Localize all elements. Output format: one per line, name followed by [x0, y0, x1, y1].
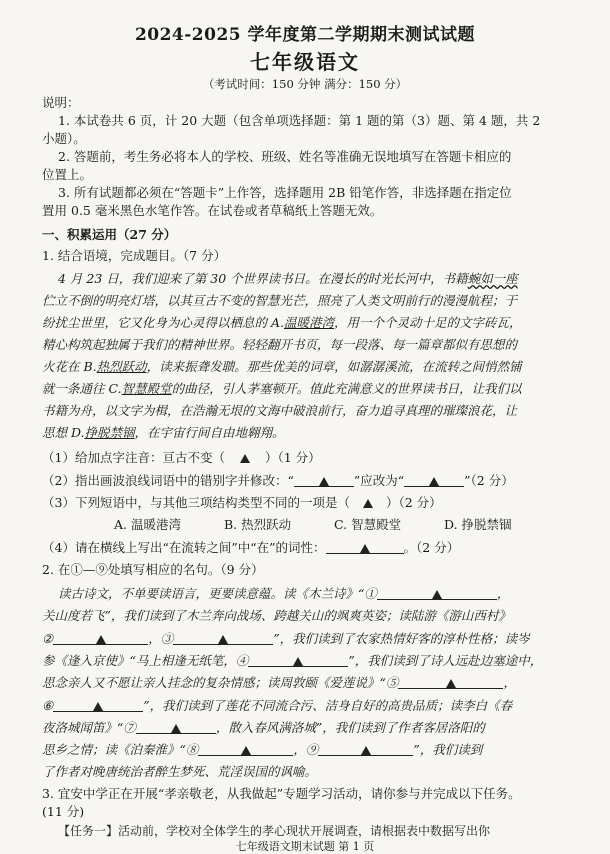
q2-line-5: 思念亲人又不愿让亲人挂念的复杂情感；读周敦颐《爱莲说》“⑤ ，	[42, 675, 516, 690]
note-1b: 小题）。	[42, 131, 86, 146]
q2-line-9: 了作者对晚唐统治者醉生梦死、荒淫误国的讽喻。	[42, 764, 318, 779]
q2-title: 2. 在①—⑨处填写相应的名句。（9 分）	[42, 562, 264, 577]
q2-line-6: ⑥ ”，我们读到了莲花不同流合污、洁身自好的高贵品质；读李白《春	[42, 698, 513, 713]
exam-subject: 七年级语文	[250, 50, 360, 74]
answer-triangle-icon	[293, 657, 303, 666]
answer-triangle-icon	[93, 702, 103, 711]
answer-triangle-icon	[446, 679, 456, 688]
answer-triangle-icon	[429, 477, 439, 486]
note-1a: 1. 本试卷共 6 页，计 20 大题（包含单项选择题：第 1 题的第（3）题、第 4 题，共 2	[58, 113, 541, 128]
exam-info: （考试时间：150 分钟 满分：150 分）	[202, 77, 408, 91]
q2-line-7: 夜洛城闻笛》“⑦ ，散入春风满洛城”，我们读到了作者客居洛阳的	[42, 720, 485, 735]
page-footer: 七年级语文期末试题 第 1 页	[235, 840, 375, 853]
passage-line-8: 思想 D.挣脱禁锢，在宇宙行间自由地翱翔。	[42, 425, 285, 440]
passage-line-4: 精心构筑起独属于我们的精神世界。轻轻翻开书页，每一段落、每一篇章都似有思想的	[42, 337, 518, 352]
q1-3: （3）下列短语中，与其他三项结构类型不同的一项是（ ）（2 分）	[42, 495, 442, 510]
q2-line-1: 读古诗文，不单要读语言，更要读意蕴。读《木兰诗》“① ，	[58, 586, 510, 601]
passage-line-7: 书籍为舟，以文字为楫，在浩瀚无垠的文海中破浪前行，奋力追寻真理的璀璨浪花，让	[42, 403, 518, 418]
q2-line-4: 参《逢入京使》“马上相逢无纸笔，④ ”，我们读到了诗人远赴边塞途中，	[42, 653, 543, 668]
answer-triangle-icon	[319, 477, 329, 486]
q1-title: 1. 结合语境，完成题目。（7 分）	[42, 248, 227, 263]
answer-triangle-icon	[96, 635, 106, 644]
section1-title: 一、积累运用（27 分）	[42, 227, 177, 242]
q1-1: （1）给加点字注音：亘古不变（ ）（1 分）	[42, 450, 321, 465]
option-b[interactable]: B. 热烈跃动	[224, 517, 292, 532]
passage-line-1: 4 月 23 日，我们迎来了第 30 个世界读书日。在漫长的时光长河中，书籍蜿如一座	[58, 271, 518, 286]
answer-triangle-icon	[171, 724, 181, 733]
answer-triangle-icon	[361, 746, 371, 755]
passage-line-2: 伫立不倒的明亮灯塔，以其亘古不变的智慧光芒，照亮了人类文明前行的漫漫航程；于	[42, 293, 518, 308]
note-3a: 3. 所有试题都必须在“答题卡”上作答，选择题用 2B 铅笔作答，非选择题在指定位	[58, 185, 512, 200]
note-3b: 置用 0.5 毫米黑色水笔作答。在试卷或者草稿纸上答题无效。	[42, 203, 383, 218]
option-d[interactable]: D. 挣脱禁锢	[444, 517, 512, 532]
q2-line-3: ② ，③ ”，我们读到了农家热情好客的淳朴性格；读岑	[42, 631, 530, 646]
passage-line-3: 纷扰尘世里，它又化身为心灵得以栖息的 A.温暖港湾，用一个个灵动十足的文字砖瓦，	[42, 315, 522, 330]
passage-line-5: 火花在 B.热烈跃动，读来振聋发聩。那些优美的词章，如潺潺溪流，在流转之间悄然铺	[42, 359, 522, 374]
exam-title: 2024-2025 学年度第二学期期末测试试题	[134, 25, 476, 45]
q3-score: (11 分)	[42, 804, 85, 819]
q2-line-8: 思乡之情；读《泊秦淮》“⑧ ，⑨ ”，我们读到	[42, 742, 483, 757]
answer-triangle-icon	[240, 454, 250, 463]
q3-title: 3. 宜安中学正在开展“孝亲敬老，从我做起”专题学习活动，请你参与并完成以下任务。	[42, 786, 521, 801]
notes-label: 说明：	[42, 95, 80, 110]
q2-line-2: 关山度若飞”，我们读到了木兰奔向战场、跨越关山的飒爽英姿；读陆游《游山西村》	[42, 608, 511, 623]
answer-triangle-icon	[363, 499, 373, 508]
answer-triangle-icon	[241, 746, 251, 755]
option-c[interactable]: C. 智慧殿堂	[334, 517, 402, 532]
answer-triangle-icon	[432, 590, 442, 599]
answer-triangle-icon	[360, 544, 370, 553]
option-a[interactable]: A. 温暖港湾	[114, 517, 181, 532]
note-2a: 2. 答题前，考生务必将本人的学校、班级、姓名等准确无误地填写在答题卡相应的	[58, 149, 512, 164]
task1-line: 【任务一】活动前，学校对全体学生的孝心现状开展调查，请根据表中数据写出你	[58, 824, 491, 838]
q1-2: （2）指出画波浪线词语中的错别字并修改：“ ”应改为“ ”（2 分）	[42, 473, 514, 488]
passage-line-6: 就一条通往 C.智慧殿堂的曲径，引人茅塞顿开。值此充满意义的世界读书日，让我们以	[42, 381, 522, 396]
note-2b: 位置上。	[42, 167, 93, 182]
q1-4: （4）请在横线上写出“在流转之间”中“在”的词性： 。（2 分）	[42, 540, 460, 555]
q1-3-options	[114, 516, 574, 534]
answer-triangle-icon	[218, 635, 228, 644]
